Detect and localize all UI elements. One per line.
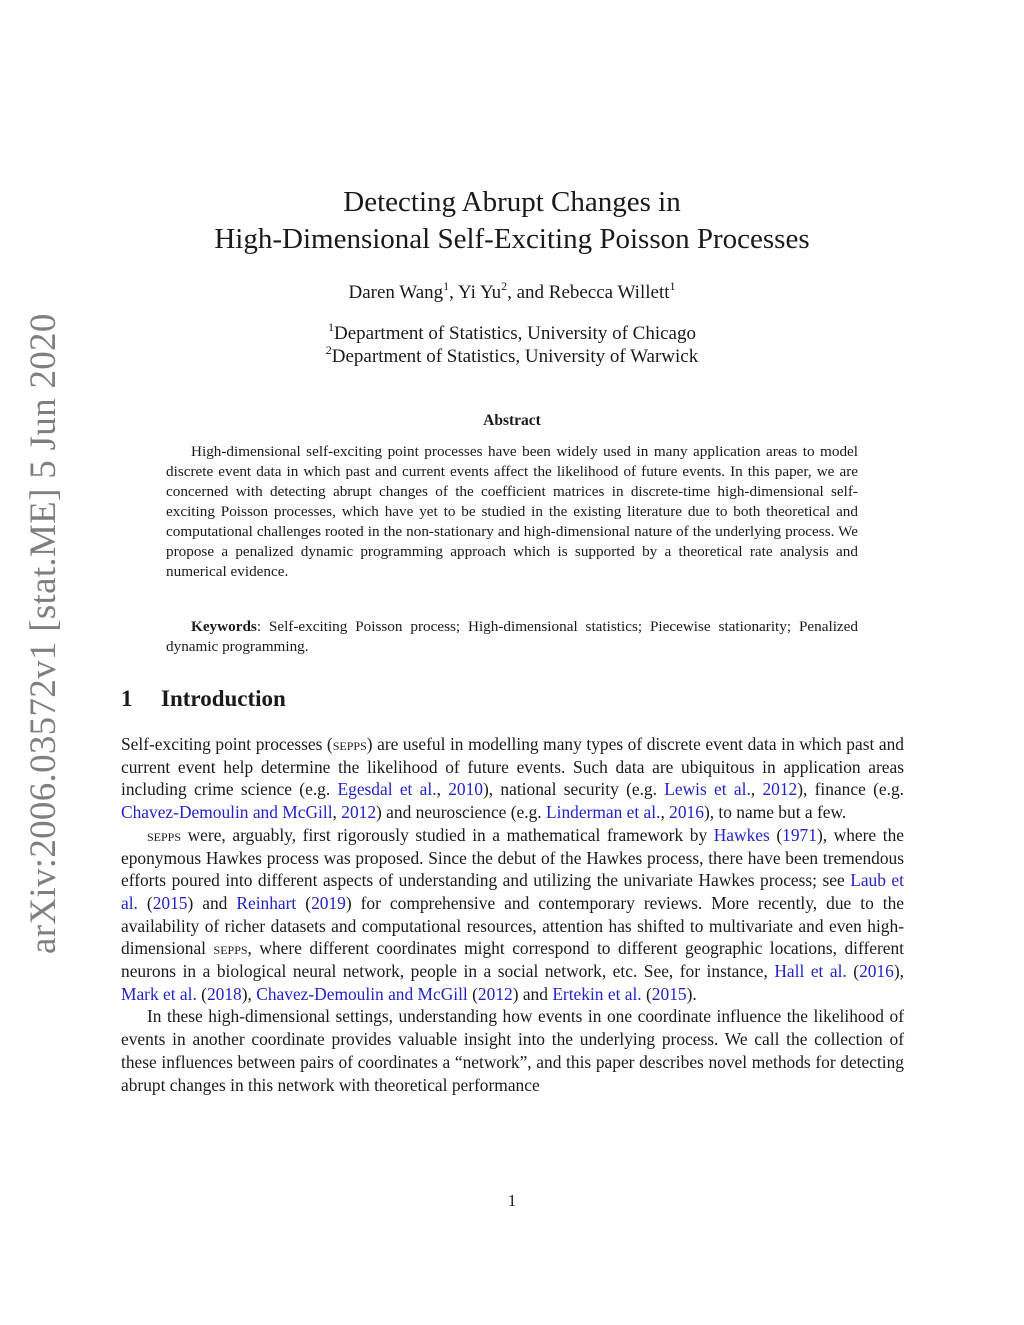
text-run: ), finance (e.g. [797, 779, 905, 800]
abstract-text: High-dimensional self-exciting point processes have been widely used in many application areas to model discrete event data in which past and current events affect the likelihood of future events. In this paper, we are concerned with detecting abrupt changes of the coefficient matrices in discrete-time high-dimensional self-exciting Poisson processes, which have yet to be studied in the existing literature due to both theoretical and computational challenges rooted in the non-stationary and high-dimensional nature of the underlying process. We propose a penalized dynamic programming approach which is supported by a theoretical rate analysis and numerical evidence. [166, 443, 858, 580]
author-name: Daren Wang [348, 282, 444, 303]
citation-link[interactable]: Chavez-Demoulin and McGill [121, 802, 333, 823]
affiliation-text: Department of Statistics, University of Warwick [331, 346, 699, 367]
citation-link[interactable]: Linderman et al. [546, 802, 661, 823]
text-run: , [660, 802, 670, 823]
citation-year-link[interactable]: 2012 [762, 779, 798, 800]
text-run: were, arguably, first rigorously studied in a mathematical framework by [181, 824, 714, 845]
text-run: ), to name but a few. [703, 802, 847, 823]
text-run: ). [686, 983, 697, 1004]
text-run: ), national security (e.g. [483, 779, 665, 800]
paper-title-line-2: High-Dimensional Self-Exciting Poisson Processes [214, 223, 810, 255]
text-run: ) for comprehensive and contemporary reviews. More recently, due to the availability of richer datasets and computational resources, attention has shifted to multivariate and even high-dimensional [121, 892, 905, 959]
body-text [121, 733, 904, 1096]
author-affiliation-marker: 2 [501, 279, 508, 293]
acronym: sepps [332, 734, 367, 754]
citation-link[interactable]: Lewis et al. [664, 779, 751, 800]
affiliation-marker: 2 [325, 343, 332, 357]
page-number: 1 [507, 1191, 517, 1210]
citation-link[interactable]: Chavez-Demoulin and McGill [256, 983, 468, 1004]
citation-year-link[interactable]: 2015 [152, 892, 188, 913]
section-heading [121, 686, 286, 712]
text-run: ) and [512, 983, 553, 1004]
text-run: ( [296, 892, 312, 913]
arxiv-identifier: arXiv:2006.03572v1 [stat.ME] 5 Jun 2020 [23, 313, 64, 954]
affiliation-text: Department of Statistics, University of Chicago [334, 323, 696, 344]
acronym: sepps [147, 824, 182, 845]
author-name: Rebecca Willett [548, 282, 670, 303]
text-run: ( [467, 983, 478, 1004]
keywords-text: : Self-exciting Poisson process; High-dimensional statistics; Piecewise stationarity; Penalized dynamic programming. [166, 618, 858, 655]
text-run: ( [641, 983, 652, 1004]
citation-year-link[interactable]: 1971 [782, 824, 817, 845]
text-run: ), where the eponymous Hawkes process was proposed. Since the debut of the Hawkes process, there have been tremendous efforts poured into different aspects of understanding and utilizing the univariate Hawkes process; see [121, 824, 904, 891]
citation-link[interactable]: Hawkes [713, 824, 770, 845]
section-title: Introduction [161, 686, 286, 711]
citation-link[interactable]: Hall et al. [774, 961, 847, 982]
text-run: ) are useful in modelling many types of discrete event data in which past and current event help determine the likelihood of future events. Such data are ubiquitous in application areas including crime science (e.g. [121, 734, 904, 800]
abstract-heading: Abstract [483, 412, 541, 429]
paragraph [121, 824, 904, 1006]
text-run: ( [846, 961, 860, 982]
text-run: ( [769, 824, 783, 845]
keywords-label: Keywords [191, 618, 257, 635]
text-run: ( [196, 983, 207, 1004]
text-run: , [750, 779, 763, 800]
text-run: Self-exciting point processes ( [121, 734, 333, 754]
citation-year-link[interactable]: 2016 [859, 961, 894, 982]
citation-link[interactable]: Ertekin et al. [552, 983, 642, 1004]
author-list [0, 279, 1024, 304]
affiliation [0, 320, 1024, 345]
paper-title-line-1: Detecting Abrupt Changes in [343, 186, 681, 218]
citation-year-link[interactable]: 2012 [341, 802, 377, 823]
affiliation [0, 343, 1024, 368]
keywords [166, 617, 858, 657]
citation-year-link[interactable]: 2015 [651, 983, 687, 1004]
acronym: sepps [213, 938, 248, 959]
text-run: ( [137, 892, 153, 913]
section-number: 1 [121, 686, 133, 711]
paragraph [121, 733, 904, 824]
text-run: , [332, 802, 342, 823]
paragraph: In these high-dimensional settings, understanding how events in one coordinate influence the likelihood of events in another coordinate provides valuable insight into the underlying process. We call the collection of these influences between pairs of coordinates a “network”, and this paper describes novel methods for detecting abrupt changes in this network with theoretical performance [121, 1006, 904, 1095]
citation-link[interactable]: Mark et al. [121, 983, 197, 1004]
text-run: ), [241, 983, 257, 1004]
text-run: , [436, 779, 449, 800]
citation-year-link[interactable]: 2016 [669, 802, 704, 823]
citation-year-link[interactable]: 2019 [311, 892, 346, 913]
text-run: ), [893, 961, 904, 982]
citation-year-link[interactable]: 2012 [477, 983, 513, 1004]
text-run: , where different coordinates might correspond to different geographic locations, different neurons in a biological neural network, people in a social network, etc. See, for instance, [121, 938, 904, 982]
text-run: ) and neuroscience (e.g. [376, 802, 546, 823]
citation-link[interactable]: Reinhart [236, 892, 297, 913]
author-separator: , and [507, 282, 549, 303]
author-name: Yi Yu [457, 282, 502, 303]
citation-link[interactable]: Laub et al. [121, 870, 904, 913]
citation-year-link[interactable]: 2018 [206, 983, 242, 1004]
author-affiliation-marker: 1 [669, 279, 676, 293]
author-separator: , [449, 282, 458, 303]
author-affiliation-marker: 1 [443, 279, 450, 293]
text-run: ) and [187, 892, 237, 913]
citation-link[interactable]: Egesdal et al. [337, 779, 437, 800]
citation-year-link[interactable]: 2010 [448, 779, 483, 800]
affiliation-marker: 1 [328, 320, 334, 334]
